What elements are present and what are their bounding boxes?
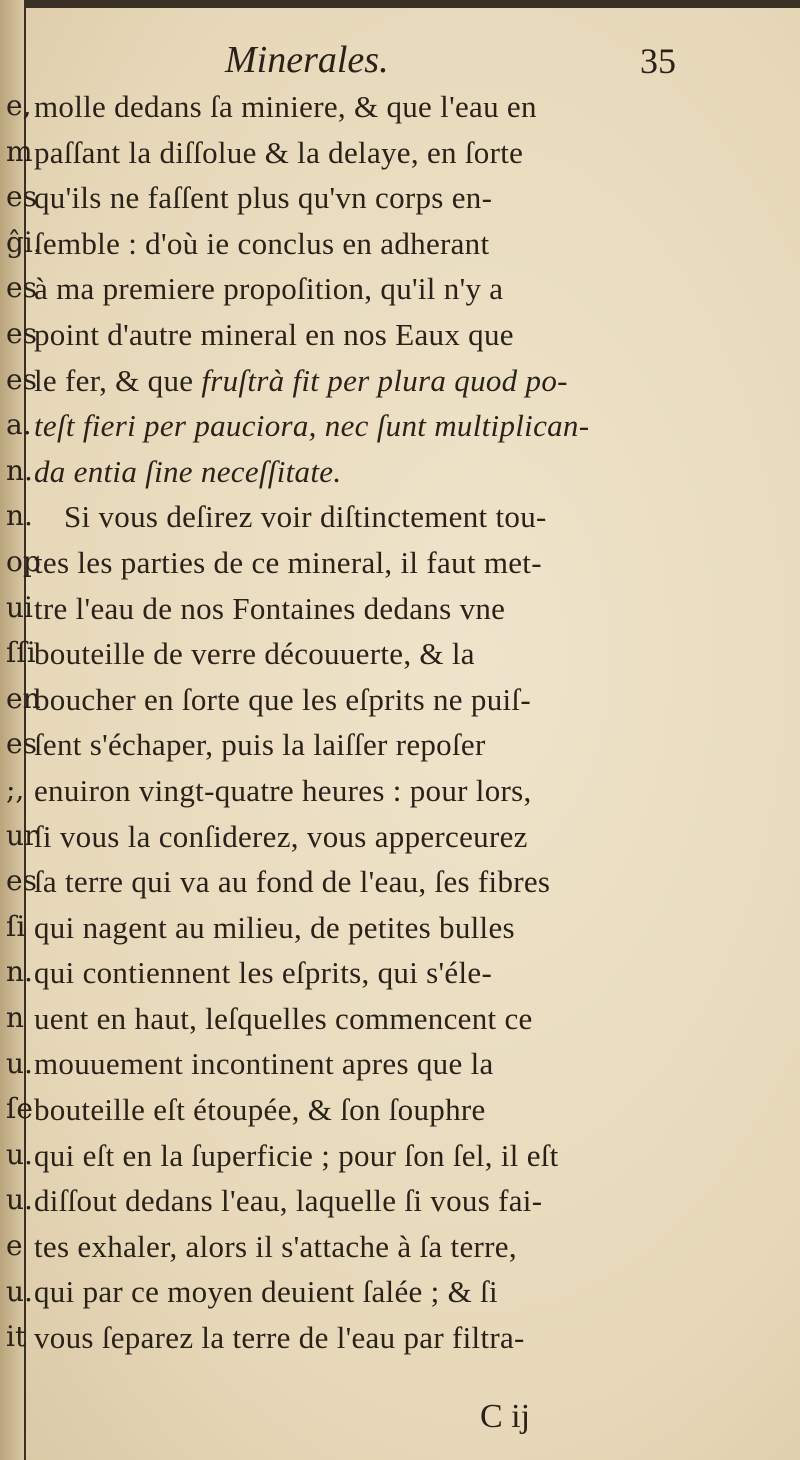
text-line-content: ſi vous la conſiderez, vous apperceurez (34, 818, 528, 854)
text-line (34, 494, 714, 540)
text-line-content: uent en haut, leſquelles commencent ce (34, 1000, 533, 1036)
text-line (34, 768, 714, 814)
text-line-content: ſent s'échaper, puis la laiſſer repoſer (34, 727, 486, 763)
text-line (34, 540, 714, 586)
margin-fragment: n (6, 1001, 25, 1034)
text-line (34, 1041, 714, 1087)
text-line (34, 631, 714, 677)
running-head: Minerales. (225, 39, 389, 81)
text-line (34, 905, 714, 951)
text-line (34, 266, 714, 312)
text-line-content: paſſant la diſſolue & la delaye, en ſorte (34, 134, 524, 170)
margin-fragment: es (6, 180, 37, 214)
text-line-content: ſa terre qui va au fond de l'eau, ſes fibres (34, 864, 551, 900)
text-line (34, 859, 714, 905)
text-line-content: boucher en ſorte que les eſprits ne puiſ- (34, 681, 531, 717)
page-top-edge (0, 0, 800, 8)
margin-fragment: e (6, 1229, 23, 1262)
text-line-content: point d'autre mineral en nos Eaux que (34, 316, 514, 352)
margin-fragment: ;, (6, 773, 25, 806)
text-line-content: da entia ſine neceſſitate. (34, 453, 342, 489)
body-text (34, 84, 714, 1361)
margin-fragment: u. (6, 1137, 33, 1171)
text-line (34, 1224, 714, 1270)
margin-fragment: ſe (6, 1092, 33, 1126)
margin-fragment: e, (6, 89, 32, 122)
margin-fragment: m (6, 134, 33, 168)
page-number: 35 (640, 41, 676, 81)
text-line-content: enuiron vingt-quatre heures : pour lors, (34, 772, 532, 808)
text-line-content: qu'ils ne faſſent plus qu'vn corps en- (34, 180, 493, 216)
margin-fragment: u. (6, 1046, 33, 1080)
text-line-content: mouuement incontinent apres que la (34, 1046, 494, 1082)
text-line-content: teſt fieri per pauciora, nec ſunt multiplican- (34, 408, 590, 444)
text-line (34, 221, 714, 267)
text-line-content: tes exhaler, alors il s'attache à ſa terre, (34, 1228, 517, 1264)
page-header (0, 38, 800, 88)
margin-fragment: ſi (6, 909, 26, 943)
text-line (34, 1315, 714, 1361)
margin-fragment: es (6, 271, 37, 305)
margin-fragment: n. (6, 499, 33, 533)
text-line (34, 1087, 714, 1133)
margin-fragment: ui (6, 590, 33, 624)
text-line-content: ſemble : d'où ie conclus en adherant (34, 225, 490, 261)
text-line-content: qui contiennent les eſprits, qui s'éle- (34, 955, 493, 991)
text-line (34, 312, 714, 358)
margin-fragment: ur (6, 818, 38, 852)
margin-fragment: es (6, 864, 37, 898)
text-line (34, 722, 714, 768)
margin-fragment: n. (6, 955, 33, 989)
text-line (34, 586, 714, 632)
text-line (34, 950, 714, 996)
margin-fragment: it (6, 1320, 27, 1354)
text-line (34, 449, 714, 495)
text-line-content: vous ſeparez la terre de l'eau par filtra- (34, 1320, 525, 1356)
latin-quote: fruſtrà fit per plura quod po- (201, 362, 568, 398)
text-line (34, 996, 714, 1042)
margin-fragment: ſſi (6, 636, 36, 670)
signature-mark: C ij (480, 1398, 531, 1435)
margin-fragment: u. (6, 1274, 33, 1308)
text-line-content: tes les parties de ce mineral, il faut met- (34, 544, 542, 580)
margin-fragment: en (6, 681, 41, 715)
text-line-content: molle dedans ſa miniere, & que l'eau en (34, 89, 537, 124)
margin-fragment: a. (6, 408, 32, 442)
text-line (34, 403, 714, 449)
text-line-content: tre l'eau de nos Fontaines dedans vne (34, 590, 506, 626)
text-line (34, 130, 714, 176)
text-line-content: bouteille eſt étoupée, & ſon ſouphre (34, 1092, 486, 1128)
text-line-content: qui eſt en la ſuperficie ; pour ſon ſel, il eſt (34, 1137, 559, 1173)
text-line (34, 84, 714, 130)
margin-fragment: u. (6, 1183, 33, 1217)
text-line-content: bouteille de verre découuerte, & la (34, 636, 475, 672)
text-line-content: à ma premiere propoſition, qu'il n'y a (34, 271, 504, 307)
text-line (34, 1178, 714, 1224)
text-line-content: qui par ce moyen deuient ſalée ; & ſi (34, 1274, 498, 1310)
text-line (34, 1269, 714, 1315)
text-line (34, 814, 714, 860)
text-line (34, 677, 714, 723)
margin-fragment: es (6, 362, 37, 396)
text-line-content: diſſout dedans l'eau, laquelle ſi vous fai- (34, 1183, 543, 1219)
text-line-content: le fer, & que (34, 362, 202, 398)
text-line (34, 358, 714, 404)
text-line (34, 175, 714, 221)
margin-fragment: ĝi. (6, 225, 42, 259)
margin-fragment: op (6, 545, 41, 578)
text-line (34, 1133, 714, 1179)
facing-page-margin (0, 0, 42, 1460)
margin-fragment: es (6, 727, 37, 761)
text-line-content: Si vous deſirez voir diſtinctement tou- (64, 499, 547, 535)
text-line-content: qui nagent au milieu, de petites bulles (34, 909, 515, 945)
margin-fragment: es (6, 317, 37, 350)
margin-fragment: n. (6, 453, 33, 487)
